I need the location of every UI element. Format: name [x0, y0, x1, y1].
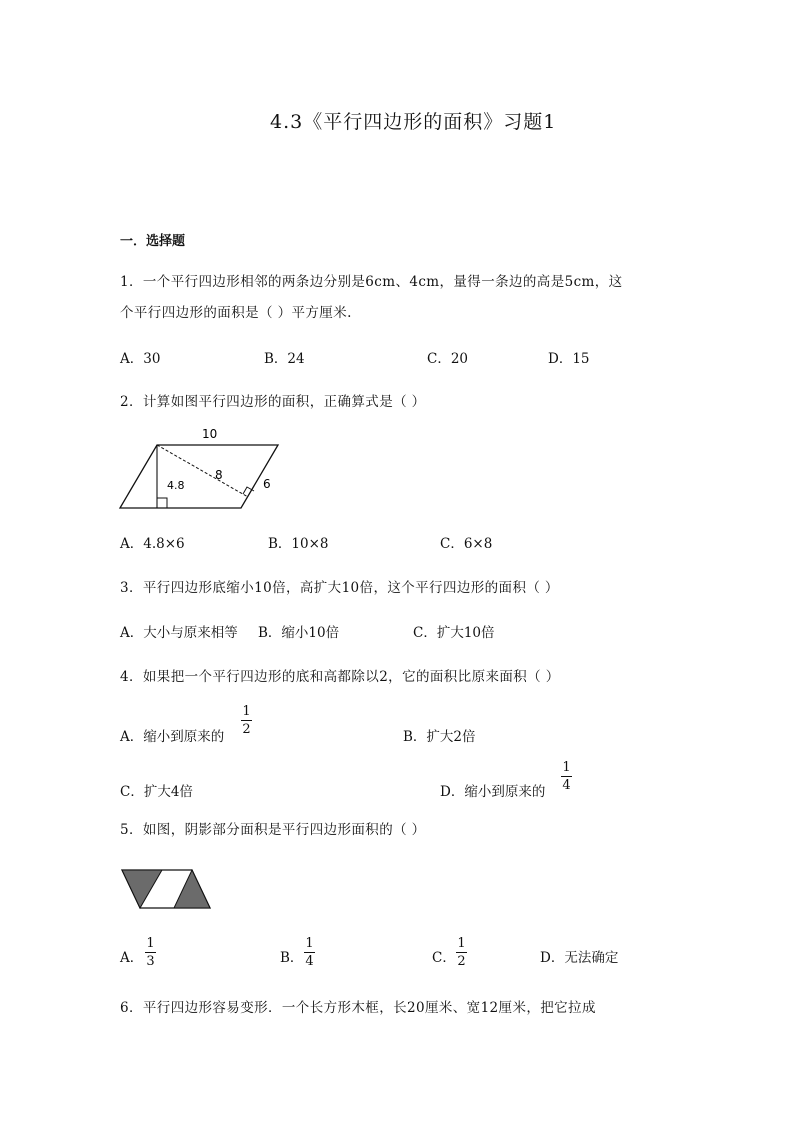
q5-c-denominator: 2: [457, 954, 466, 969]
q5-shaded-figure: [118, 866, 214, 912]
q2-right-angle-mark-base: [157, 498, 167, 508]
q4-d-numerator: 1: [562, 760, 571, 775]
q5-a-numerator: 1: [146, 936, 155, 951]
section-heading: 一．选择题: [120, 234, 186, 249]
question-3-text: 3．平行四边形底缩小10倍，高扩大10倍，这个平行四边形的面积（ ）: [120, 580, 559, 596]
question-1-line-2: 个平行四边形的面积是（ ）平方厘米.: [120, 305, 352, 321]
q4-a-numerator: 1: [242, 704, 251, 719]
q5-option-b-fraction: [304, 936, 315, 969]
q2-label-top: 10: [202, 427, 218, 441]
q5-b-denominator: 4: [305, 954, 314, 969]
q1-option-d[interactable]: D．15: [548, 351, 590, 367]
q5-option-a[interactable]: A．: [120, 950, 144, 966]
fraction-bar: [561, 776, 572, 777]
q2-label-side: 6: [263, 477, 271, 491]
q4-option-b[interactable]: B．扩大2倍: [403, 729, 476, 745]
q5-c-numerator: 1: [457, 936, 466, 951]
q2-option-a[interactable]: A．4.8×6: [120, 536, 185, 552]
question-2-text: 2．计算如图平行四边形的面积，正确算式是（ ）: [120, 394, 426, 410]
q5-option-b[interactable]: B．: [280, 950, 304, 966]
q2-label-diag: 8: [215, 468, 223, 482]
q4-a-denominator: 2: [242, 722, 251, 737]
fraction-bar: [241, 720, 252, 721]
q1-option-a[interactable]: A．30: [120, 351, 161, 367]
q5-option-a-fraction: [145, 936, 156, 969]
q4-option-c[interactable]: C．扩大4倍: [120, 784, 193, 800]
fraction-bar: [304, 952, 315, 953]
question-6-text: 6．平行四边形容易变形．一个长方形木框，长20厘米、宽12厘米，把它拉成: [120, 1000, 596, 1016]
question-4-text: 4．如果把一个平行四边形的底和高都除以2，它的面积比原来面积（ ）: [120, 669, 560, 685]
q3-option-c[interactable]: C．扩大10倍: [413, 625, 495, 641]
q2-parallelogram: [120, 445, 278, 508]
q5-option-c-fraction: [456, 936, 467, 969]
q4-d-denominator: 4: [562, 778, 571, 793]
page-title: 4.3《平行四边形的面积》习题1: [270, 111, 557, 133]
q1-option-b[interactable]: B．24: [264, 351, 305, 367]
q5-a-denominator: 3: [146, 954, 155, 969]
q5-option-d[interactable]: D．无法确定: [540, 950, 619, 966]
q4-option-a-fraction: [241, 704, 252, 737]
q4-option-a[interactable]: A．缩小到原来的: [120, 729, 225, 745]
q2-parallelogram-figure: [115, 422, 285, 514]
q2-option-c[interactable]: C．6×8: [440, 536, 493, 552]
q5-option-c[interactable]: C．: [432, 950, 456, 966]
q5-b-numerator: 1: [305, 936, 314, 951]
q3-option-b[interactable]: B．缩小10倍: [258, 625, 340, 641]
q4-option-d-fraction: [561, 760, 572, 793]
q4-option-d[interactable]: D．缩小到原来的: [440, 784, 546, 800]
q1-option-c[interactable]: C．20: [427, 351, 469, 367]
q2-label-height: 4.8: [167, 479, 185, 492]
fraction-bar: [145, 952, 156, 953]
fraction-bar: [456, 952, 467, 953]
question-1-line-1: 1．一个平行四边形相邻的两条边分别是6cm、4cm，量得一条边的高是5cm，这: [120, 274, 623, 290]
q2-option-b[interactable]: B．10×8: [268, 536, 329, 552]
question-5-text: 5．如图，阴影部分面积是平行四边形面积的（ ）: [120, 822, 426, 838]
q3-option-a[interactable]: A．大小与原来相等: [120, 625, 238, 641]
